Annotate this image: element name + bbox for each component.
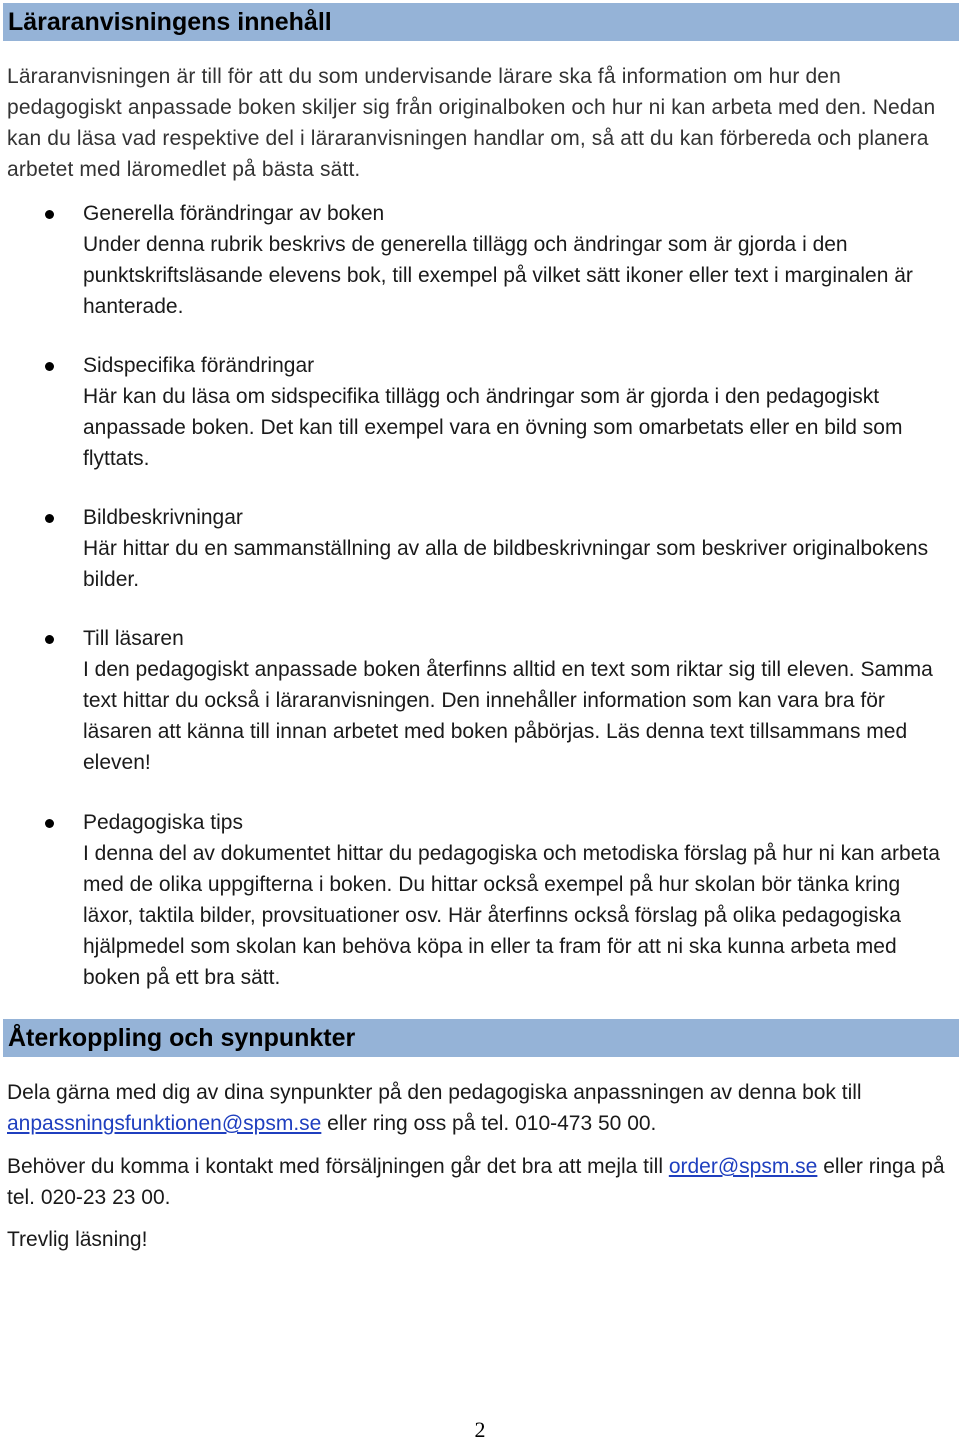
bullet-icon — [45, 210, 54, 219]
list-item-body: I denna del av dokumentet hittar du pedagogiska och metodiska förslag på hur ni kan arbeta med de olika uppgifterna i boken. Du hittar också exempel på hur skolan bör tänka kring läxor, taktila bilder, provsituationer osv. Här återfinns också förslag på olika pedagogiska hjälpmedel som skolan kan behöva köpa in eller ta fram för att ni ska kunna arbeta med boken på ett bra sätt. — [83, 842, 940, 989]
list-item-title: Generella förändringar av boken — [83, 202, 385, 225]
sales-email-link[interactable]: order@spsm.se — [668, 1155, 818, 1178]
section-heading-feedback: Återkoppling och synpunkter — [3, 1019, 959, 1057]
list-item-body: Under denna rubrik beskrivs de generella tillägg och ändringar som är gjorda i den punktskriftsläsande elevens bok, till exempel på vilket sätt ikoner eller text i marginalen är hanterade. — [83, 233, 913, 318]
list-item-text — [83, 623, 955, 778]
list-item-body: I den pedagogiskt anpassade boken återfinns alltid en text som riktar sig till eleven. Samma text hittar du också i läraranvisningen. Den innehåller information som kan vara bra för läsaren att känna till innan arbetet med boken påbörjas. Läs denna text tillsammans med eleven! — [83, 658, 933, 774]
bullet-icon — [45, 635, 54, 644]
feedback-paragraph — [7, 1077, 955, 1139]
list-item-title: Sidspecifika förändringar — [83, 354, 315, 377]
list-item-text — [83, 198, 955, 322]
sales-text: Behöver du komma i kontakt med försäljningen går det bra att mejla till — [7, 1155, 669, 1178]
list-item-body: Här kan du läsa om sidspecifika tillägg och ändringar som är gjorda i den pedagogiskt anpassade boken. Det kan till exempel vara en övning som omarbetats eller en bild som flyttats. — [83, 385, 903, 470]
list-item-title: Pedagogiska tips — [83, 811, 243, 834]
list-item-text — [83, 350, 955, 474]
feedback-email-link[interactable]: anpassningsfunktionen@spsm.se — [7, 1112, 322, 1135]
list-item-title: Bildbeskrivningar — [83, 506, 243, 529]
list-item-body: Här hittar du en sammanställning av alla de bildbeskrivningar som beskriver originalbokens bilder. — [83, 537, 929, 591]
bullet-icon — [45, 362, 54, 371]
bullet-icon — [45, 514, 54, 523]
sales-phone-text: eller ringa på tel. 020-23 23 00. — [7, 1155, 945, 1209]
list-item-title: Till läsaren — [83, 627, 184, 650]
section-heading-contents: Läraranvisningens innehåll — [3, 3, 959, 41]
intro-paragraph: Läraranvisningen är till för att du som undervisande lärare ska få information om hur den pedagogiskt anpassade boken skiljer sig från originalboken och hur ni kan arbeta med den. Nedan kan du läsa vad respektive del i läraranvisningen handlar om, så att du kan förbereda och planera arbetet med läromedlet på bästa sätt. — [7, 65, 936, 181]
feedback-phone-text: eller ring oss på tel. 010-473 50 00. — [321, 1112, 657, 1135]
list-item-text — [83, 807, 955, 993]
sales-paragraph — [7, 1151, 955, 1213]
list-item-text — [83, 502, 955, 595]
feedback-text: Dela gärna med dig av dina synpunkter på den pedagogiska anpassningen av denna bok till — [7, 1081, 862, 1104]
bullet-icon — [45, 819, 54, 828]
closing-text: Trevlig läsning! — [7, 1228, 148, 1251]
page-number: 2 — [474, 1417, 486, 1442]
